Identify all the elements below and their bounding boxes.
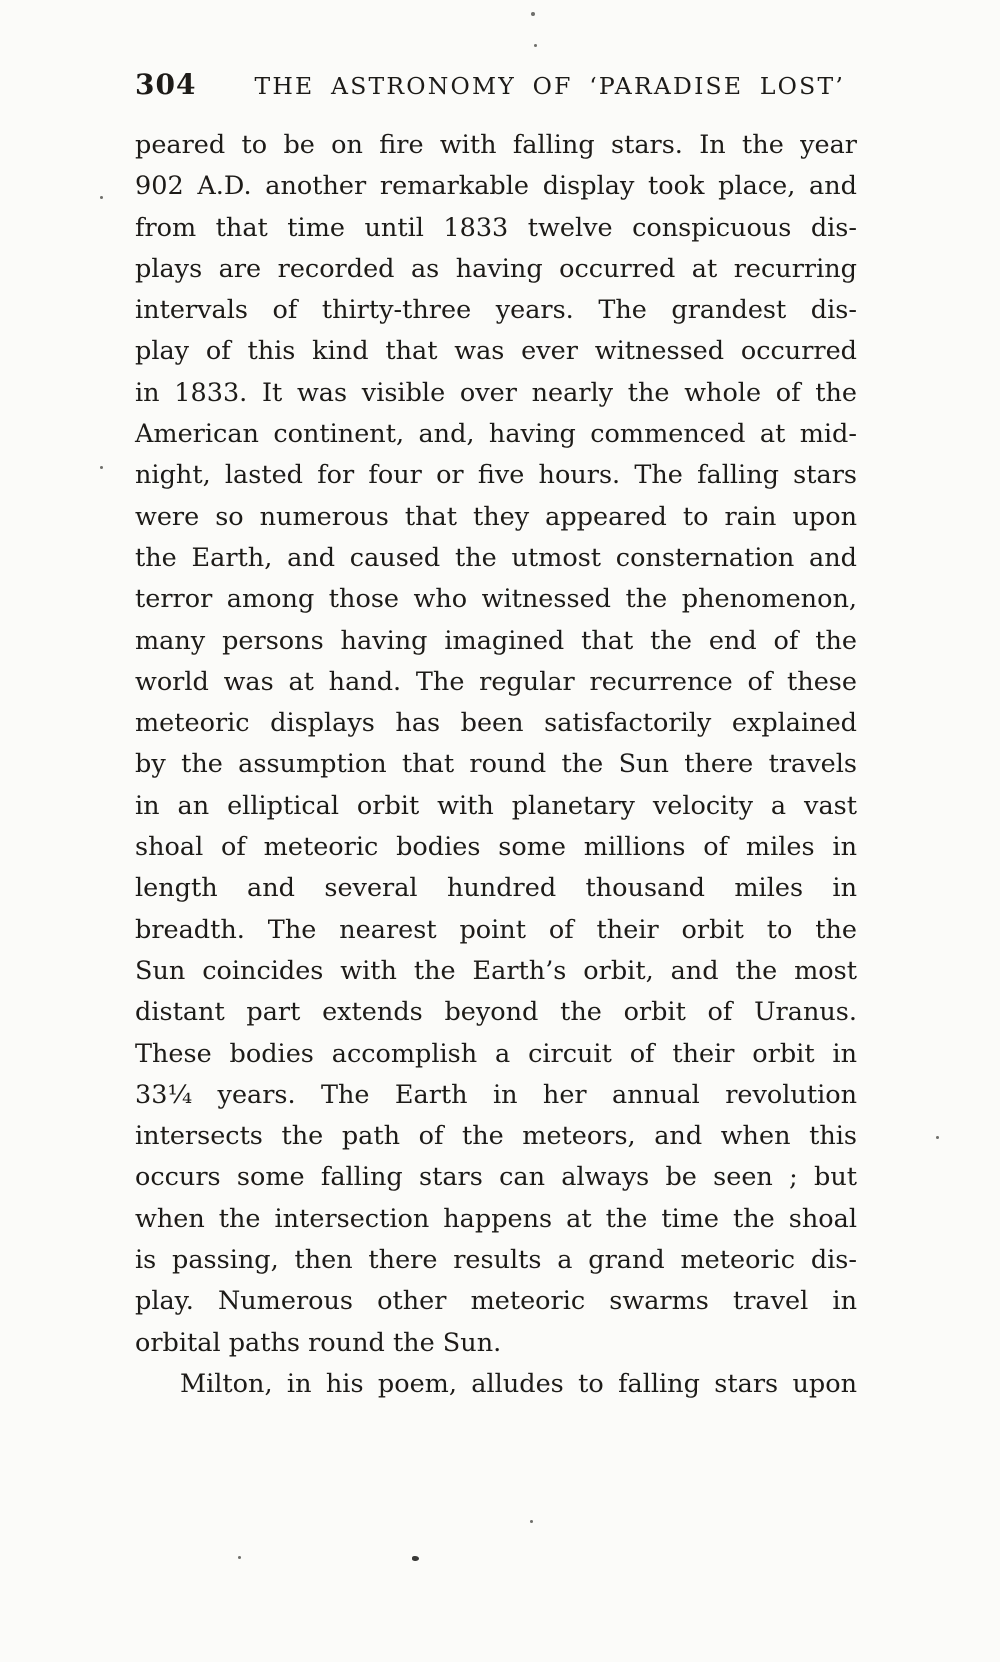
text-line: were so numerous that they appeared to rain upon [135, 501, 857, 532]
text-line: peared to be on fire with falling stars. In the year [135, 130, 857, 160]
text-line: in an elliptical orbit with planetary velocity a vast [135, 790, 857, 821]
scan-speck [936, 1136, 939, 1139]
text-line: is passing, then there results a grand meteoric dis- [135, 1245, 857, 1276]
text-line: American continent, and, having commenced at mid- [135, 419, 857, 450]
scan-speck [100, 466, 103, 469]
scan-speck [531, 12, 535, 16]
text-line: from that time until 1833 twelve conspicuous dis- [135, 212, 857, 243]
text-line: play. Numerous other meteoric swarms travel in [135, 1286, 857, 1317]
text-line: when the intersection happens at the time the shoal [135, 1203, 857, 1234]
text-line: terror among those who witnessed the phenomenon, [135, 584, 857, 615]
scan-speck [530, 1520, 533, 1523]
page-number: 304 [135, 68, 197, 101]
text-line: Sun coincides with the Earth’s orbit, and the most [135, 955, 857, 986]
body-text [135, 125, 857, 1405]
text-line: shoal of meteoric bodies some millions of miles in [135, 832, 857, 863]
text-line: 902 A.D. another remarkable display took place, and [135, 171, 857, 202]
text-line: length and several hundred thousand miles in [135, 873, 857, 904]
running-header [135, 68, 857, 101]
scan-speck [100, 196, 103, 199]
text-line: meteoric displays has been satisfactorily explained [135, 708, 857, 739]
text-line: orbital paths round the Sun. [135, 1327, 502, 1358]
text-line: many persons having imagined that the end of the [135, 625, 857, 656]
scan-speck [534, 44, 537, 47]
text-line: distant part extends beyond the orbit of Uranus. [135, 997, 857, 1028]
scan-speck [412, 1556, 419, 1561]
text-line: intervals of thirty-three years. The grandest dis- [135, 295, 857, 326]
text-line: Milton, in his poem, alludes to falling stars upon [180, 1368, 857, 1399]
text-line: night, lasted for four or five hours. The falling stars [135, 460, 857, 491]
text-line: occurs some falling stars can always be seen ; but [135, 1162, 857, 1193]
text-line: by the assumption that round the Sun there travels [135, 749, 857, 780]
page-content [135, 68, 857, 1405]
text-line: play of this kind that was ever witnessed occurred [135, 336, 857, 367]
text-line: 33¼ years. The Earth in her annual revolution [135, 1079, 857, 1110]
text-line: These bodies accomplish a circuit of their orbit in [135, 1038, 857, 1069]
text-line: world was at hand. The regular recurrence of these [135, 666, 857, 697]
text-line: the Earth, and caused the utmost consternation and [135, 542, 857, 573]
text-line: in 1833. It was visible over nearly the whole of the [135, 377, 857, 408]
scan-speck [238, 1556, 241, 1559]
text-line: intersects the path of the meteors, and when this [135, 1121, 857, 1152]
running-header-title: THE ASTRONOMY OF ‘PARADISE LOST’ [254, 72, 845, 100]
text-line: breadth. The nearest point of their orbit to the [135, 914, 857, 945]
text-line: plays are recorded as having occurred at recurring [135, 253, 857, 284]
